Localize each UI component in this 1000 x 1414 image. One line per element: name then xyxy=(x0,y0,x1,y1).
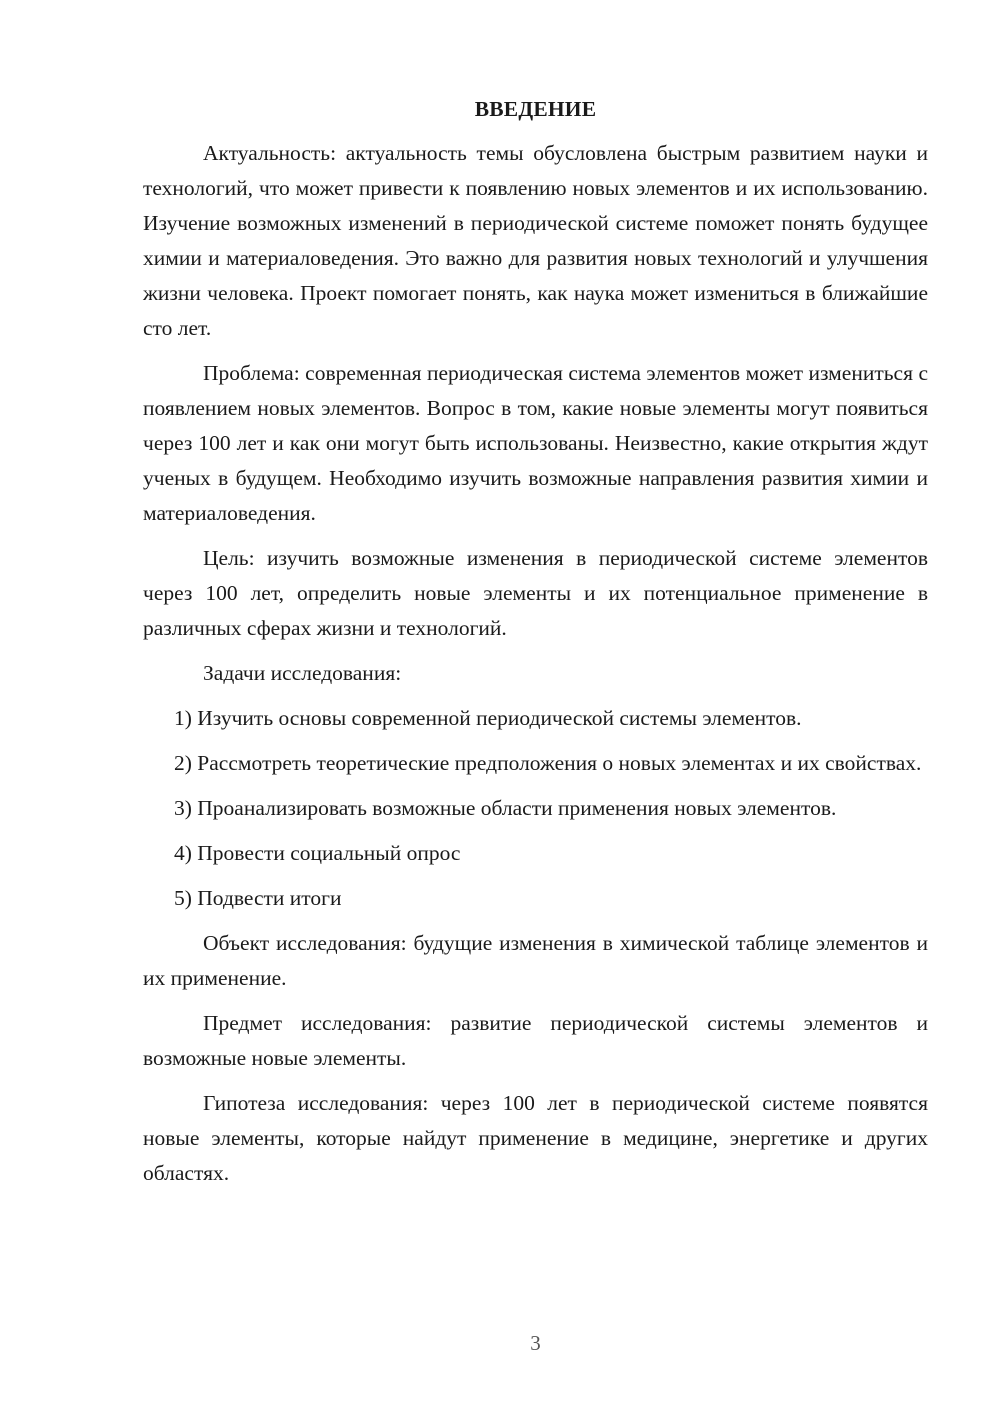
paragraph-goal: Цель: изучить возможные изменения в периодической системе элементов через 100 лет, определить новые элементы и их потенциальное применение в различных сферах жизни и технологий. xyxy=(143,546,928,640)
document-page xyxy=(143,92,928,1201)
paragraph-hypothesis: Гипотеза исследования: через 100 лет в периодической системе появятся новые элементы, которые найдут применение в медицине, энергетике и других областях. xyxy=(143,1091,928,1185)
task-item-4: 4) Провести социальный опрос xyxy=(174,841,461,865)
paragraph-relevance: Актуальность: актуальность темы обусловлена быстрым развитием науки и технологий, что может привести к появлению новых элементов и их использованию. Изучение возможных изменений в периодической системе поможет понять будущее химии и материаловедения. Это важно для развития новых технологий и улучшения жизни человека. Проект помогает понять, как наука может измениться в ближайшие сто лет. xyxy=(143,141,928,340)
paragraph-object: Объект исследования: будущие изменения в химической таблице элементов и их применение. xyxy=(143,931,928,990)
paragraph-problem: Проблема: современная периодическая система элементов может измениться с появлением новых элементов. Вопрос в том, какие новые элементы могут появиться через 100 лет и как они могут быть использованы. Неизвестно, какие открытия ждут ученых в будущем. Необходимо изучить возможные направления развития химии и материаловедения. xyxy=(143,361,928,525)
page-number: 3 xyxy=(530,1331,541,1355)
task-item-3: 3) Проанализировать возможные области применения новых элементов. xyxy=(174,796,837,820)
task-item-1: 1) Изучить основы современной периодической системы элементов. xyxy=(174,706,802,730)
section-title: ВВЕДЕНИЕ xyxy=(474,97,597,121)
task-item-2: 2) Рассмотреть теоретические предположения о новых элементах и их свойствах. xyxy=(174,751,922,775)
paragraph-subject: Предмет исследования: развитие периодической системы элементов и возможные новые элементы. xyxy=(143,1011,928,1070)
tasks-heading: Задачи исследования: xyxy=(203,661,402,685)
task-item-5: 5) Подвести итоги xyxy=(174,886,342,910)
